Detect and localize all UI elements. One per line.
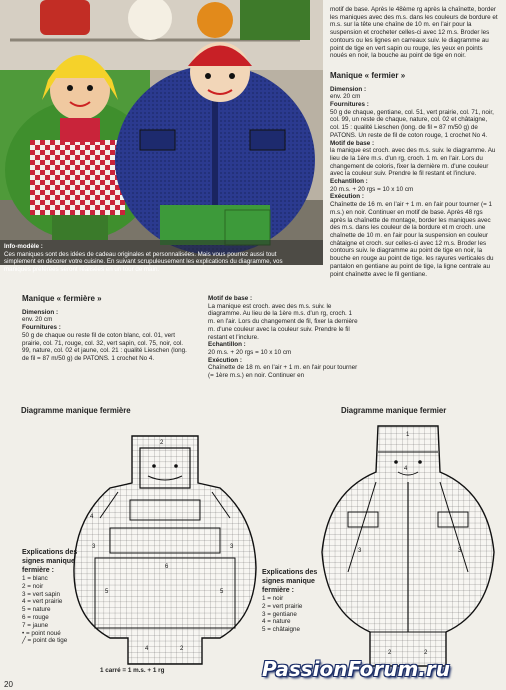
svg-text:3: 3 <box>458 548 462 554</box>
product-photo <box>0 0 323 265</box>
legend-item: ╱ = point de tige <box>22 637 68 645</box>
farmer-legend <box>262 568 332 634</box>
farmer-sample-label: Echantillon : <box>330 178 368 186</box>
svg-text:4: 4 <box>90 514 94 520</box>
grid-scale-note: 1 carré = 1 m.s. + 1 rg <box>100 667 165 674</box>
farmwife-sample-label: Echantillon : <box>208 341 246 349</box>
farmer-chart-grid <box>318 422 498 670</box>
farmer-instructions <box>330 6 498 278</box>
svg-text:2: 2 <box>180 646 184 652</box>
farmwife-sample-text: 20 m.s. + 20 rgs = 10 x 10 cm <box>208 348 292 356</box>
farmwife-instructions <box>22 295 192 363</box>
farmer-exec-text: Chaînette de 16 m. en l'air + 1 m. en l'air pour tourner (= 1 m.s.) en noir. Continuer en motif de base. Après 48 rgs après la chaînette de montage, border les maniques avec des m.s. dans les couleur de la bordure et m croch. une chaînette de 10 m. en l'air pour la suspension en couleur châtaigne et croch. sur celles-ci avec 12 m.s. Broder les contours suiv. le diagramme au point de tige en noir, la bouche en rouge au point de tige. les rayures verticales du pantalon en gentiane au point de tige, la ligne centrale au point chaînette avec le fil gentiane. <box>330 201 494 278</box>
svg-text:2: 2 <box>388 650 392 656</box>
svg-text:3: 3 <box>230 544 234 550</box>
svg-text:5: 5 <box>105 589 109 595</box>
potholder-photo-illustration <box>0 0 323 265</box>
farmwife-supplies-label: Fournitures : <box>22 324 61 332</box>
farmer-dim-label: Dimension : <box>330 85 367 93</box>
page-number: 20 <box>4 680 13 689</box>
svg-text:6: 6 <box>165 564 169 570</box>
farmwife-dim-value: env. 20 cm <box>22 316 53 324</box>
legend-item: 3 = gentiane <box>262 610 297 618</box>
diagram-right-title: Diagramme manique fermier <box>341 406 447 415</box>
farmwife-legend <box>22 548 92 645</box>
photo-caption <box>4 243 309 273</box>
diagram-left-title: Diagramme manique fermière <box>21 406 131 415</box>
farmwife-motif-label: Motif de base : <box>208 295 253 302</box>
svg-text:3: 3 <box>92 544 96 550</box>
legend-item: 5 = châtaigne <box>262 626 300 634</box>
caption-text: Ces maniques sont des idées de cadeau originales et personnalisées. Mais vous pourrez aussi tout simplement en décorer votre cuisine. En suivant scrupuleusement les explications du diagramme, vos maniques préférées seront réalisées en un tour de main. <box>4 250 283 273</box>
legend-item: 2 = noir <box>22 582 44 590</box>
farmer-supplies-label: Fournitures : <box>330 101 369 109</box>
legend-item: 2 = vert prairie <box>262 602 303 610</box>
farmer-dim-value: env. 20 cm <box>330 93 361 101</box>
farmer-supplies-text: 50 g de chaque, gentiane, col. 51, vert prairie, col. 71, noir, col. 99, un reste de chaque, nature, col. 02 et châtaigne, col. 15 : qualité Lieschen (long. de fil = 87 m/50 g) de PATONS. Un reste de fil de coton rouge, 1 crochet No 4. <box>330 108 494 139</box>
legend-item: 1 = blanc <box>22 575 48 582</box>
legend-item: 4 = nature <box>262 618 291 626</box>
legend-item: 6 = rouge <box>22 613 49 621</box>
farmwife-instructions-continued <box>208 295 358 380</box>
legend-item: 3 = vert sapin <box>22 590 60 598</box>
farmer-motif-text: la manique est croch. avec des m.s. suiv. le diagramme. Au lieu de la 1ère m.s. d'un rg, croch. 1 m. en l'air. Lors du changement de coloris, fixer la dernière m. d'une couleur avec la couleur suiv. Prendre le fil restant et l'inclure. <box>330 147 496 178</box>
legend-item: • = point noué <box>22 629 61 637</box>
legend-item: 5 = nature <box>22 606 51 614</box>
farmwife-title: Manique « fermière » <box>22 294 102 303</box>
svg-text:4: 4 <box>145 646 149 652</box>
farmwife-chart-grid <box>70 428 260 668</box>
svg-text:3: 3 <box>358 548 362 554</box>
svg-text:5: 5 <box>220 589 224 595</box>
svg-text:2: 2 <box>160 440 164 446</box>
caption-title: Info-modèle : <box>4 243 43 250</box>
farmer-sample-text: 20 m.s. + 20 rgs = 10 x 10 cm <box>330 185 414 193</box>
farmwife-supplies-text: 50 g de chaque ou reste fil de coton blanc, col. 01, vert prairie, col. 71, rouge, col. 32, vert sapin, col. 75, noir, col. 99, nature, col. 02 et jaune, col. 21 : qualité Lieschen (long. de fil = 87 m/50 g) de PATONS. 1 crochet No 4. <box>22 331 187 362</box>
farmwife-legend-title: Explications des signes manique fermière : <box>22 549 78 574</box>
svg-text:2: 2 <box>424 650 428 656</box>
farmer-title: Manique « fermier » <box>330 70 406 80</box>
previous-continuation: motif de base. Après le 48ème rg après la chaînette, border les maniques avec des m.s. dans les couleurs de bordure et m.s. sur la tête une chaîne de 10 m. en l'air pour la suspension et crocheter celles-ci avec 12 m.s. Broder les contours ou les lignes en carreaux suiv. le diagramme au point de tige en vert sapin ou rouge, les yeux en points noués en noir, la bouche au point de tige en noir. <box>330 6 498 60</box>
farmer-legend-title: Explications des signes manique fermière : <box>262 569 318 594</box>
site-watermark: PassionForum.ru <box>262 657 451 681</box>
farmwife-exec-text: Chaînette de 18 m. en l'air + 1 m. en l'air pour tourner (= 1ère m.s.) en noir. Continuer en <box>208 364 358 380</box>
farmer-motif-label: Motif de base : <box>330 139 375 147</box>
farmer-exec-label: Exécution : <box>330 193 364 201</box>
farmwife-motif-text: La manique est croch. avec des m.s. suiv. le diagramme. Au lieu de la 1ère m.s. d'un rg, croch. 1 m. en l'air. Lors du changement de fil, fixer la dernière m. d'une couleur avec la couleur suiv. Prendre le fil restant et l'inclure. <box>208 302 358 341</box>
farmwife-dim-label: Dimension : <box>22 308 59 316</box>
legend-item: 1 = noir <box>262 595 284 602</box>
legend-item: 7 = jaune <box>22 621 49 629</box>
svg-text:4: 4 <box>404 466 408 472</box>
svg-text:1: 1 <box>406 432 410 438</box>
farmwife-exec-label: Exécution : <box>208 356 242 364</box>
legend-item: 4 = vert prairie <box>22 598 63 606</box>
